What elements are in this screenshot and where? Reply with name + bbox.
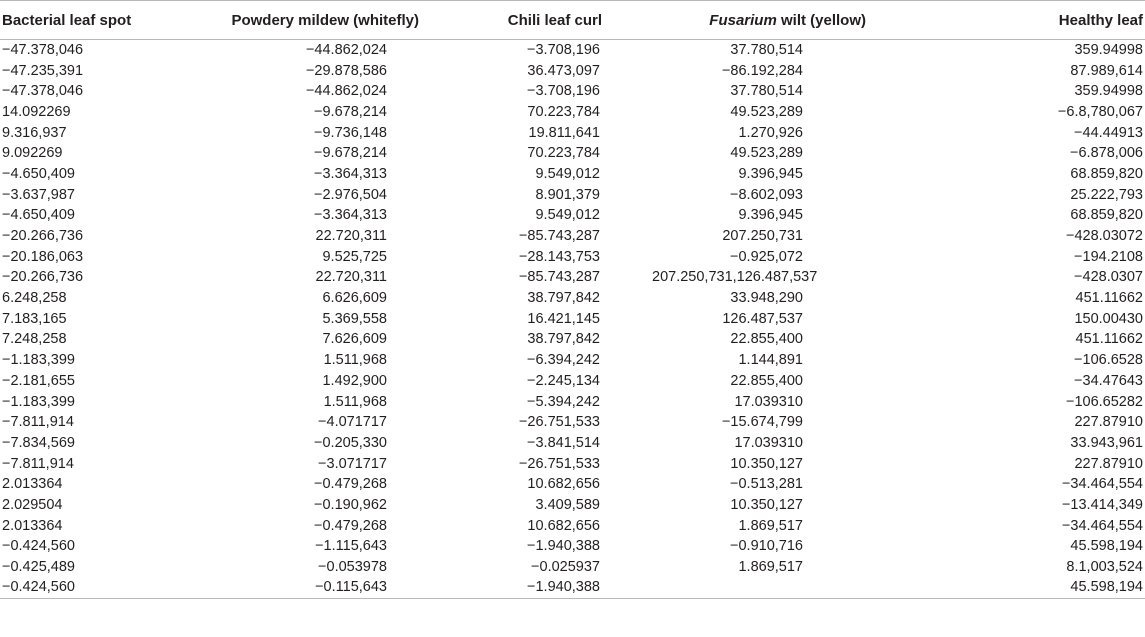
bacterial-leaf-spot-cell: −1.183,399 [2, 393, 75, 410]
table-row [0, 474, 1145, 495]
bacterial-leaf-spot-cell: 6.248,258 [2, 290, 67, 307]
healthy-leaf-cell: −106.65282 [1065, 393, 1143, 410]
table-row [0, 40, 1145, 61]
fusarium-wilt-cell: 207.250,731 [722, 228, 803, 245]
chili-leaf-curl-cell: 38.797,842 [527, 331, 600, 348]
fusarium-wilt-cell: 10.350,127 [730, 455, 803, 472]
healthy-leaf-cell: −34.464,554 [1061, 476, 1143, 493]
header-chili-leaf-curl: Chili leaf curl [507, 11, 602, 29]
table-body [0, 40, 1145, 599]
healthy-leaf-cell: −6.878,006 [1070, 145, 1143, 162]
table-row [0, 453, 1145, 474]
powdery-mildew-cell: −29.878,586 [305, 62, 387, 79]
powdery-mildew-cell: −4.071717 [318, 414, 387, 431]
fusarium-wilt-cell: 22.855,400 [730, 372, 803, 389]
powdery-mildew-cell: −44.862,024 [305, 83, 387, 100]
healthy-leaf-cell: 359.94998 [1074, 83, 1143, 100]
chili-leaf-curl-cell: −26.751,533 [518, 414, 600, 431]
powdery-mildew-cell: 1.492,900 [322, 372, 387, 389]
bacterial-leaf-spot-cell: −7.834,569 [2, 434, 75, 451]
fusarium-wilt-cell: 22.855,400 [730, 331, 803, 348]
fusarium-wilt-cell: 1.869,517 [738, 517, 803, 534]
bacterial-leaf-spot-cell: −4.650,409 [2, 165, 75, 182]
bacterial-leaf-spot-cell: 9.092269 [2, 145, 63, 162]
healthy-leaf-cell: 68.859,820 [1070, 165, 1143, 182]
table-row [0, 205, 1145, 226]
powdery-mildew-cell: −9.678,214 [314, 103, 387, 120]
healthy-leaf-cell: −34.47643 [1074, 372, 1143, 389]
bacterial-leaf-spot-cell: −7.811,914 [2, 414, 74, 431]
healthy-leaf-cell: 451.11662 [1075, 290, 1143, 307]
chili-leaf-curl-cell: −28.143,753 [518, 248, 600, 265]
healthy-leaf-cell: 8.1,003,524 [1066, 559, 1143, 576]
table-row [0, 288, 1145, 309]
chili-leaf-curl-cell: 9.549,012 [535, 207, 600, 224]
header-powdery-mildew: Powdery mildew (whitefly) [231, 11, 419, 29]
healthy-leaf-cell: −194.2108 [1074, 248, 1143, 265]
table-row [0, 246, 1145, 267]
healthy-leaf-cell: −44.44913 [1074, 124, 1143, 141]
powdery-mildew-cell: −0.205,330 [314, 434, 387, 451]
fusarium-wilt-cell: −86.192,284 [721, 62, 803, 79]
fusarium-wilt-cell: 207.250,731,126.487,537 [652, 269, 818, 286]
healthy-leaf-cell: 45.598,194 [1070, 538, 1143, 555]
powdery-mildew-cell: 1.511,968 [323, 393, 387, 410]
table-row [0, 391, 1145, 412]
fusarium-wilt-cell: 10.350,127 [730, 496, 803, 513]
powdery-mildew-cell: −3.071717 [318, 455, 387, 472]
chili-leaf-curl-cell: 10.682,656 [527, 476, 600, 493]
bacterial-leaf-spot-cell: 2.029504 [2, 496, 63, 513]
chili-leaf-curl-cell: −3.708,196 [527, 83, 600, 100]
healthy-leaf-cell: 227.87910 [1074, 414, 1143, 431]
healthy-leaf-cell: 68.859,820 [1070, 207, 1143, 224]
powdery-mildew-cell: −0.115,643 [315, 579, 387, 596]
chili-leaf-curl-cell: −3.841,514 [527, 434, 600, 451]
powdery-mildew-cell: −44.862,024 [305, 42, 387, 59]
healthy-leaf-cell: 359.94998 [1074, 42, 1143, 59]
powdery-mildew-cell: −9.736,148 [314, 124, 387, 141]
fusarium-wilt-cell: 9.396,945 [738, 165, 803, 182]
powdery-mildew-cell: 9.525,725 [322, 248, 387, 265]
healthy-leaf-cell: −428.03072 [1065, 228, 1143, 245]
bacterial-leaf-spot-cell: −3.637,987 [2, 186, 75, 203]
fusarium-wilt-cell: −0.513,281 [730, 476, 803, 493]
bacterial-leaf-spot-cell: −7.811,914 [2, 455, 74, 472]
healthy-leaf-cell: 45.598,194 [1070, 579, 1143, 596]
powdery-mildew-cell: 5.369,558 [322, 310, 387, 327]
table-row [0, 226, 1145, 247]
table-row [0, 308, 1145, 329]
header-healthy-leaf: Healthy leaf [1058, 11, 1143, 29]
healthy-leaf-cell: 87.989,614 [1070, 62, 1143, 79]
powdery-mildew-cell: −0.053978 [318, 559, 387, 576]
table-row [0, 557, 1145, 578]
healthy-leaf-cell: −6.8,780,067 [1057, 103, 1143, 120]
powdery-mildew-cell: −1.115,643 [315, 538, 387, 555]
chili-leaf-curl-cell: 70.223,784 [527, 103, 600, 120]
fusarium-wilt-cell: 1.869,517 [738, 559, 803, 576]
chili-leaf-curl-cell: 36.473,097 [527, 62, 600, 79]
chili-leaf-curl-cell: −0.025937 [531, 559, 600, 576]
fusarium-wilt-cell: 33.948,290 [730, 290, 803, 307]
fusarium-wilt-cell: 9.396,945 [738, 207, 803, 224]
table-row [0, 143, 1145, 164]
bacterial-leaf-spot-cell: −20.186,063 [2, 248, 84, 265]
table-row [0, 122, 1145, 143]
powdery-mildew-cell: −0.190,962 [314, 496, 387, 513]
powdery-mildew-cell: 7.626,609 [322, 331, 387, 348]
bacterial-leaf-spot-cell: −20.266,736 [2, 228, 84, 245]
table-row [0, 515, 1145, 536]
table-row [0, 371, 1145, 392]
fusarium-wilt-cell: 37.780,514 [730, 42, 803, 59]
table-header [0, 1, 1145, 40]
table-row [0, 433, 1145, 454]
fusarium-wilt-cell: −15.674,799 [721, 414, 803, 431]
bacterial-leaf-spot-cell: −2.181,655 [2, 372, 75, 389]
table-row [0, 164, 1145, 185]
chili-leaf-curl-cell: 10.682,656 [527, 517, 600, 534]
table-row [0, 412, 1145, 433]
fusarium-wilt-cell: 126.487,537 [722, 310, 803, 327]
fusarium-wilt-cell: −8.602,093 [730, 186, 803, 203]
fusarium-wilt-cell: 49.523,289 [730, 103, 803, 120]
healthy-leaf-cell: 25.222,793 [1070, 186, 1143, 203]
header-row [0, 1, 1145, 40]
powdery-mildew-cell: −2.976,504 [314, 186, 387, 203]
fusarium-wilt-cell: 1.270,926 [738, 124, 803, 141]
fusarium-wilt-cell: 17.039310 [734, 393, 803, 410]
header-bacterial-leaf-spot: Bacterial leaf spot [2, 11, 132, 29]
table-row [0, 350, 1145, 371]
healthy-leaf-cell: 33.943,961 [1070, 434, 1143, 451]
fusarium-wilt-cell: −0.910,716 [730, 538, 803, 555]
table-row [0, 329, 1145, 350]
fusarium-wilt-cell [650, 577, 948, 598]
fusarium-wilt-cell: −0.925,072 [730, 248, 803, 265]
powdery-mildew-cell: 22.720,311 [315, 228, 387, 245]
chili-leaf-curl-cell: 8.901,379 [535, 186, 600, 203]
powdery-mildew-cell: 22.720,311 [315, 269, 387, 286]
powdery-mildew-cell: −3.364,313 [314, 207, 387, 224]
chili-leaf-curl-cell: 19.811,641 [528, 124, 600, 141]
powdery-mildew-cell: 1.511,968 [323, 352, 387, 369]
healthy-leaf-cell: −428.0307 [1074, 269, 1143, 286]
bacterial-leaf-spot-cell: 2.013364 [2, 476, 63, 493]
fusarium-wilt-cell: 49.523,289 [730, 145, 803, 162]
bacterial-leaf-spot-cell: −4.650,409 [2, 207, 75, 224]
table-row [0, 577, 1145, 598]
chili-leaf-curl-cell: −85.743,287 [518, 228, 600, 245]
bacterial-leaf-spot-cell: 7.248,258 [2, 331, 67, 348]
chili-leaf-curl-cell: −1.940,388 [527, 538, 600, 555]
bacterial-leaf-spot-cell: 7.183,165 [2, 310, 67, 327]
healthy-leaf-cell: −13.414,349 [1061, 496, 1143, 513]
fusarium-wilt-cell: 17.039310 [734, 434, 803, 451]
fusarium-wilt-cell: 37.780,514 [730, 83, 803, 100]
fusarium-wilt-cell: 1.144,891 [738, 352, 803, 369]
healthy-leaf-cell: 227.87910 [1074, 455, 1143, 472]
header-fusarium-rest: wilt (yellow) [776, 11, 866, 29]
healthy-leaf-cell: −34.464,554 [1061, 517, 1143, 534]
chili-leaf-curl-cell: −85.743,287 [518, 269, 600, 286]
bacterial-leaf-spot-cell: 2.013364 [2, 517, 63, 534]
powdery-mildew-cell: −3.364,313 [314, 165, 387, 182]
chili-leaf-curl-cell: −26.751,533 [518, 455, 600, 472]
chili-leaf-curl-cell: −2.245,134 [527, 372, 600, 389]
healthy-leaf-cell: −106.6528 [1074, 352, 1143, 369]
header-fusarium-wilt [650, 1, 948, 40]
bacterial-leaf-spot-cell: −0.424,560 [2, 579, 75, 596]
table-row [0, 60, 1145, 81]
powdery-mildew-cell: −0.479,268 [314, 476, 387, 493]
powdery-mildew-cell: 6.626,609 [322, 290, 387, 307]
healthy-leaf-cell: 451.11662 [1075, 331, 1143, 348]
chili-leaf-curl-cell: −6.394,242 [527, 352, 600, 369]
bacterial-leaf-spot-cell: −20.266,736 [2, 269, 84, 286]
chili-leaf-curl-cell: 16.421,145 [527, 310, 600, 327]
chili-leaf-curl-cell: −1.940,388 [527, 579, 600, 596]
table-row [0, 102, 1145, 123]
table-row [0, 184, 1145, 205]
table-row [0, 267, 1145, 288]
chili-leaf-curl-cell: 9.549,012 [535, 165, 600, 182]
powdery-mildew-cell: −9.678,214 [314, 145, 387, 162]
table-row [0, 495, 1145, 516]
bacterial-leaf-spot-cell: −47.235,391 [2, 62, 84, 79]
bacterial-leaf-spot-cell: −47.378,046 [2, 83, 84, 100]
table-row [0, 536, 1145, 557]
chili-leaf-curl-cell: −5.394,242 [527, 393, 600, 410]
chili-leaf-curl-cell: 70.223,784 [527, 145, 600, 162]
bacterial-leaf-spot-cell: −0.424,560 [2, 538, 75, 555]
bacterial-leaf-spot-cell: −1.183,399 [2, 352, 75, 369]
bacterial-leaf-spot-cell: −47.378,046 [2, 42, 84, 59]
bacterial-leaf-spot-cell: 9.316,937 [2, 124, 67, 141]
chili-leaf-curl-cell: −3.708,196 [527, 42, 600, 59]
bacterial-leaf-spot-cell: −0.425,489 [2, 559, 75, 576]
chili-leaf-curl-cell: 3.409,589 [535, 496, 600, 513]
chili-leaf-curl-cell: 38.797,842 [527, 290, 600, 307]
bacterial-leaf-spot-cell: 14.092269 [2, 103, 71, 120]
table-row [0, 81, 1145, 102]
healthy-leaf-cell: 150.00430 [1074, 310, 1143, 327]
header-fusarium-italic: Fusarium [709, 11, 777, 29]
powdery-mildew-cell: −0.479,268 [314, 517, 387, 534]
